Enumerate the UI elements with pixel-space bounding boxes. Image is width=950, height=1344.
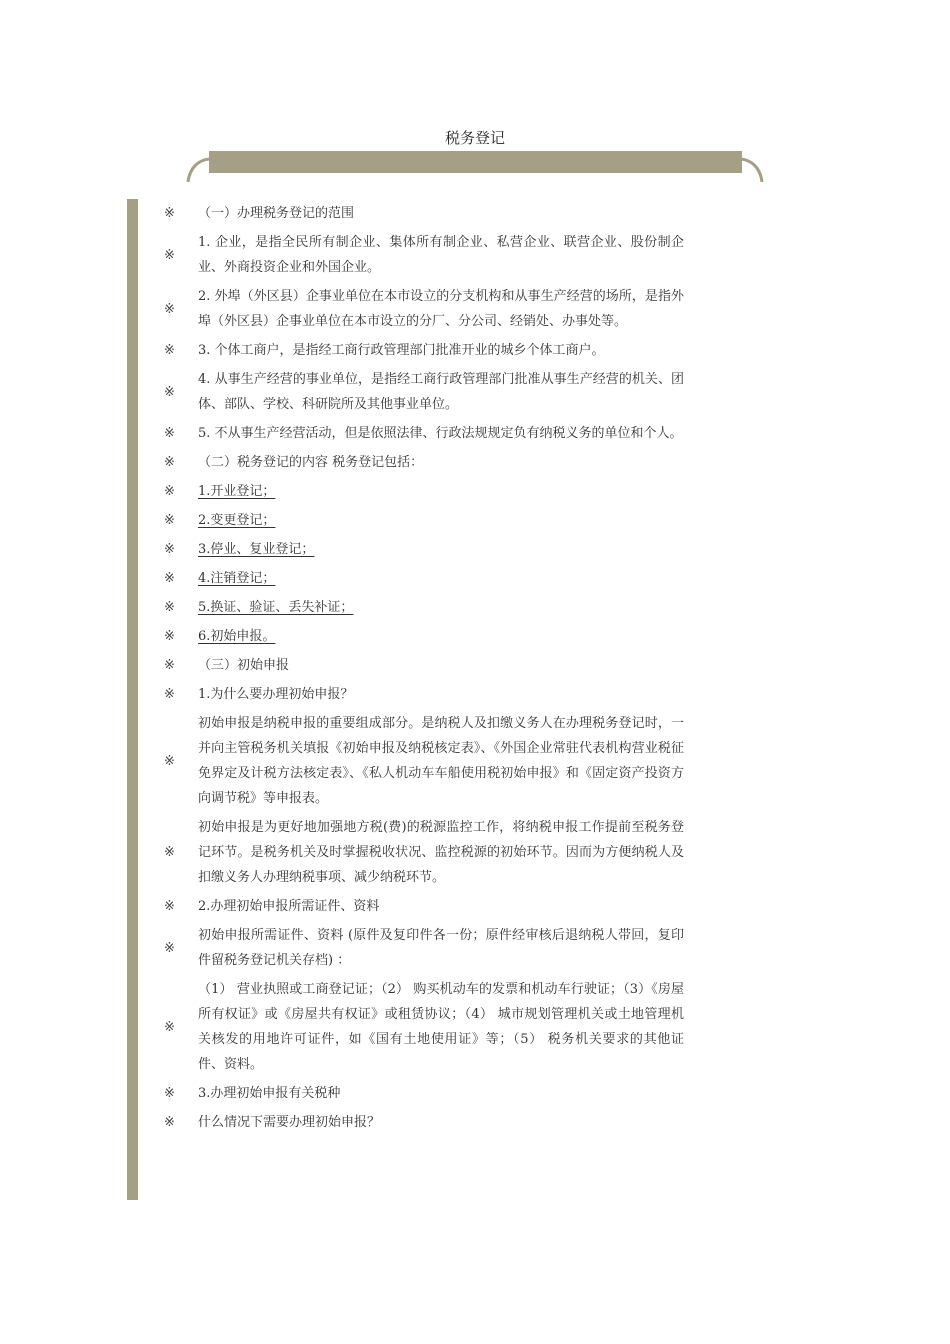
reference-mark-icon: ※ bbox=[164, 542, 175, 557]
list-item-text: 1.为什么要办理初始申报？ bbox=[198, 687, 354, 702]
list-item-link[interactable]: 6.初始申报。 bbox=[198, 629, 276, 644]
list-item bbox=[164, 975, 684, 1079]
reference-mark-icon: ※ bbox=[164, 384, 175, 400]
reference-mark-icon: ※ bbox=[164, 571, 175, 586]
list-item bbox=[164, 448, 684, 477]
list-item bbox=[164, 892, 684, 921]
list-item-text: 5. 不从事生产经营活动，但是依照法律、行政法规规定负有纳税义务的单位和个人。 bbox=[198, 426, 683, 441]
reference-mark-icon: ※ bbox=[164, 753, 175, 769]
list-item-text: （一）办理税务登记的范围 bbox=[198, 206, 355, 221]
list-item-text: 3.办理初始申报有关税种 bbox=[198, 1086, 341, 1101]
reference-mark-icon: ※ bbox=[164, 455, 175, 470]
list-item-link[interactable]: 3.停业、复业登记； bbox=[198, 542, 315, 557]
list-item-text: 初始申报所需证件、资料 (原件及复印件各一份；原件经审核后退纳税人带回，复印件留税务登记机关存档) ： bbox=[198, 928, 684, 968]
list-item-link[interactable]: 4.注销登记； bbox=[198, 571, 276, 586]
list-item[interactable] bbox=[164, 506, 684, 535]
list-item[interactable] bbox=[164, 477, 684, 506]
sidebar-bar bbox=[127, 199, 138, 1200]
reference-mark-icon: ※ bbox=[164, 1115, 175, 1130]
title-banner bbox=[209, 151, 742, 173]
reference-mark-icon: ※ bbox=[164, 484, 175, 499]
list-item bbox=[164, 709, 684, 813]
list-item-link[interactable]: 5.换证、验证、丢失补证； bbox=[198, 600, 354, 615]
reference-mark-icon: ※ bbox=[164, 513, 175, 528]
content-list bbox=[164, 199, 684, 1137]
list-item-link[interactable]: 2.变更登记； bbox=[198, 513, 276, 528]
reference-mark-icon: ※ bbox=[164, 940, 175, 956]
list-item-text: （三）初始申报 bbox=[198, 658, 290, 673]
list-item-text: 3. 个体工商户，是指经工商行政管理部门批准开业的城乡个体工商户。 bbox=[198, 343, 605, 358]
reference-mark-icon: ※ bbox=[164, 658, 175, 673]
reference-mark-icon: ※ bbox=[164, 301, 175, 317]
list-item bbox=[164, 199, 684, 228]
list-item-text: （1） 营业执照或工商登记证；（2） 购买机动车的发票和机动车行驶证；（3）《房屋所有权证》或《房屋共有权证》或租赁协议；（4） 城市规划管理机关或土地管理机关核发的用地许可证件，如《国有土地使用证》等；（5） 税务机关要求的其他证件、资料。 bbox=[198, 982, 684, 1072]
list-item[interactable] bbox=[164, 564, 684, 593]
list-item-text: 初始申报是纳税申报的重要组成部分。是纳税人及扣缴义务人在办理税务登记时，一并向主管税务机关填报《初始申报及纳税核定表》、《外国企业常驻代表机构营业税征免界定及计税方法核定表》、《私人机动车车船使用税初始申报》和《固定资产投资方向调节税》等申报表。 bbox=[198, 716, 684, 806]
reference-mark-icon: ※ bbox=[164, 343, 175, 358]
reference-mark-icon: ※ bbox=[164, 206, 175, 221]
page-title: 税务登记 bbox=[444, 129, 505, 147]
list-item bbox=[164, 365, 684, 419]
list-item-text: （二）税务登记的内容 税务登记包括： bbox=[198, 455, 424, 470]
list-item bbox=[164, 336, 684, 365]
list-item bbox=[164, 651, 684, 680]
list-item bbox=[164, 282, 684, 336]
list-item bbox=[164, 1108, 684, 1137]
reference-mark-icon: ※ bbox=[164, 247, 175, 263]
list-item bbox=[164, 680, 684, 709]
list-item[interactable] bbox=[164, 535, 684, 564]
list-item bbox=[164, 813, 684, 892]
list-item-text: 什么情况下需要办理初始申报？ bbox=[198, 1115, 381, 1130]
list-item[interactable] bbox=[164, 622, 684, 651]
reference-mark-icon: ※ bbox=[164, 1019, 175, 1035]
reference-mark-icon: ※ bbox=[164, 687, 175, 702]
list-item bbox=[164, 419, 684, 448]
reference-mark-icon: ※ bbox=[164, 1086, 175, 1101]
list-item-text: 1. 企业，是指全民所有制企业、集体所有制企业、私营企业、联营企业、股份制企业、外商投资企业和外国企业。 bbox=[198, 235, 684, 275]
reference-mark-icon: ※ bbox=[164, 600, 175, 615]
reference-mark-icon: ※ bbox=[164, 629, 175, 644]
list-item-text: 2. 外埠（外区县）企事业单位在本市设立的分支机构和从事生产经营的场所，是指外埠（外区县）企事业单位在本市设立的分厂、分公司、经销处、办事处等。 bbox=[198, 289, 684, 329]
reference-mark-icon: ※ bbox=[164, 426, 175, 441]
list-item bbox=[164, 228, 684, 282]
list-item[interactable] bbox=[164, 593, 684, 622]
reference-mark-icon: ※ bbox=[164, 899, 175, 914]
list-item bbox=[164, 921, 684, 975]
list-item-link[interactable]: 1.开业登记； bbox=[198, 484, 276, 499]
list-item-text: 初始申报是为更好地加强地方税(费)的税源监控工作，将纳税申报工作提前至税务登记环节。是税务机关及时掌握税收状况、监控税源的初始环节。因而为方便纳税人及扣缴义务人办理纳税事项、减少纳税环节。 bbox=[198, 820, 684, 885]
list-item-text: 4. 从事生产经营的事业单位，是指经工商行政管理部门批准从事生产经营的机关、团体、部队、学校、科研院所及其他事业单位。 bbox=[198, 372, 684, 412]
list-item bbox=[164, 1079, 684, 1108]
reference-mark-icon: ※ bbox=[164, 845, 175, 860]
list-item-text: 2.办理初始申报所需证件、资料 bbox=[198, 899, 380, 914]
